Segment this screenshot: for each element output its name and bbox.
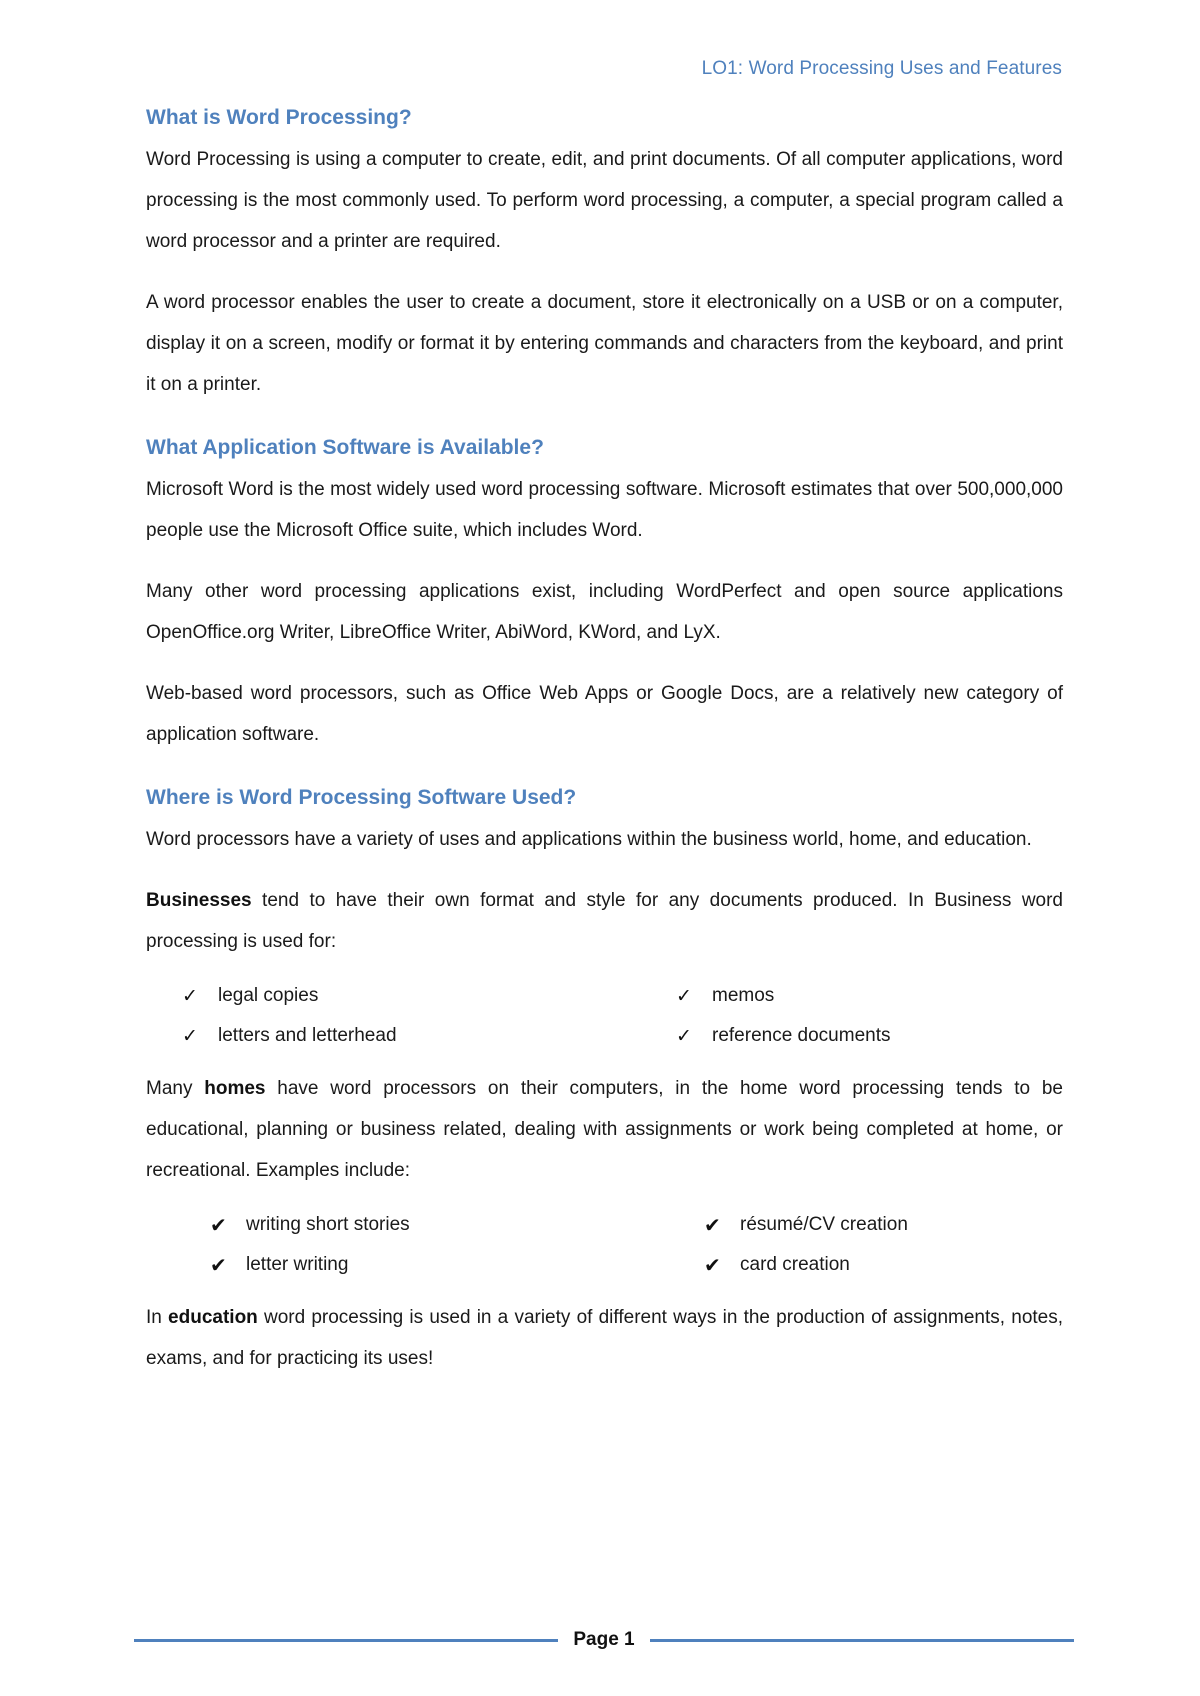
list-item-label: résumé/CV creation xyxy=(740,1214,908,1235)
running-header: LO1: Word Processing Uses and Features xyxy=(701,58,1062,79)
footer-rule-right xyxy=(650,1639,1074,1642)
homes-lead: Many xyxy=(146,1078,205,1099)
list-item xyxy=(210,1245,704,1285)
paragraph-web-based: Web-based word processors, such as Office Web Apps or Google Docs, are a relatively new category of application software. xyxy=(146,683,1063,745)
bold-businesses: Businesses xyxy=(146,890,252,911)
paragraph-definition: Word Processing is using a computer to create, edit, and print documents. Of all computer applications, word processing is the most commonly used. To perform word processing, a computer, a special program called a word processor and a printer are required. xyxy=(146,149,1063,252)
checkmark-icon: ✔ xyxy=(704,1254,721,1277)
list-item xyxy=(182,976,676,1016)
page-number: Page 1 xyxy=(573,1629,635,1650)
paragraph-homes xyxy=(146,1068,1063,1191)
checkmark-icon: ✓ xyxy=(182,985,198,1007)
list-item xyxy=(704,1245,1104,1285)
paragraph-variety-of-uses: Word processors have a variety of uses and applications within the business world, home, and education. xyxy=(146,829,1032,850)
document-body xyxy=(146,100,1063,1379)
checkmark-icon: ✓ xyxy=(676,1025,692,1047)
list-item xyxy=(676,1016,1076,1056)
heading-application-software: What Application Software is Available? xyxy=(146,436,544,459)
businesses-text: tend to have their own format and style for any documents produced. In Business word processing is used for: xyxy=(146,890,1063,952)
checkmark-icon: ✔ xyxy=(210,1214,227,1237)
homes-text: have word processors on their computers, in the home word processing tends to be educational, planning or business related, dealing with assignments or work being completed at home, or recreational. Examples include: xyxy=(146,1078,1063,1181)
list-item-label: card creation xyxy=(740,1254,850,1275)
education-text: word processing is used in a variety of different ways in the production of assignments, notes, exams, and for practicing its uses! xyxy=(146,1307,1064,1369)
list-item-label: letters and letterhead xyxy=(218,1025,397,1046)
paragraph-education xyxy=(146,1297,1063,1379)
paragraph-microsoft-word: Microsoft Word is the most widely used word processing software. Microsoft estimates that over 500,000,000 people use the Microsoft Office suite, which includes Word. xyxy=(146,479,1063,541)
list-item xyxy=(704,1205,1104,1245)
list-item xyxy=(676,976,1076,1016)
list-item-label: memos xyxy=(712,985,775,1006)
list-item-label: legal copies xyxy=(218,985,319,1006)
education-lead: In xyxy=(146,1307,169,1328)
checkmark-icon: ✓ xyxy=(676,985,692,1007)
heading-where-used: Where is Word Processing Software Used? xyxy=(146,786,577,809)
checkmark-icon: ✔ xyxy=(210,1254,227,1277)
home-uses-list xyxy=(146,1205,1063,1285)
list-item xyxy=(210,1205,704,1245)
footer-rule-left xyxy=(134,1639,558,1642)
bold-homes: homes xyxy=(204,1078,266,1099)
bold-education: education xyxy=(168,1307,258,1328)
paragraph-businesses xyxy=(146,880,1063,962)
checkmark-icon: ✓ xyxy=(182,1025,198,1047)
list-item xyxy=(182,1016,676,1056)
business-uses-list xyxy=(146,976,1063,1056)
heading-what-is-word-processing: What is Word Processing? xyxy=(146,106,412,129)
list-item-label: writing short stories xyxy=(246,1214,410,1235)
paragraph-word-processor: A word processor enables the user to create a document, store it electronically on a USB or on a computer, display it on a screen, modify or format it by entering commands and characters from the keyboard, and print it on a printer. xyxy=(146,292,1063,395)
list-item-label: reference documents xyxy=(712,1025,891,1046)
list-item-label: letter writing xyxy=(246,1254,349,1275)
page-footer xyxy=(134,1625,1074,1655)
paragraph-other-applications: Many other word processing applications exist, including WordPerfect and open source applications OpenOffice.org Writer, LibreOffice Writer, AbiWord, KWord, and LyX. xyxy=(146,581,1063,643)
checkmark-icon: ✔ xyxy=(704,1214,721,1237)
